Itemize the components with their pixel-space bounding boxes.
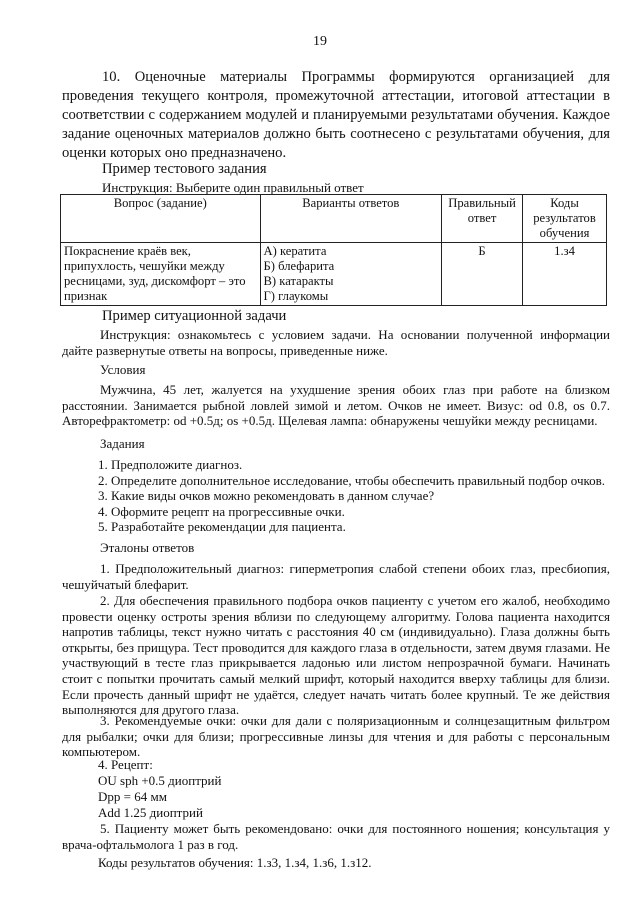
option-a: А) кератита [263, 244, 327, 258]
task-item: 5. Разработайте рекомендации для пациента. [98, 519, 346, 535]
task-item: 3. Какие виды очков можно рекомендовать в данном случае? [98, 488, 435, 504]
tasks-label: Задания [100, 436, 145, 451]
answer-5: 5. Пациенту может быть рекомендовано: очки для постоянного ношения; консультация у врача-офтальмолога 1 раз в год. [62, 821, 610, 852]
conditions-label: Условия [100, 362, 146, 377]
intro-text: 10. Оценочные материалы Программы формируются организацией для проведения текущего контроля, промежуточной аттестации, итоговой аттестации в соответствии с содержанием модулей и планируемыми результатами обучения. Каждое задание оценочных материалов должно быть соотнесено с результатами обучения, для оценки которых оно предназначено. [62, 69, 610, 161]
tasks-list [98, 457, 605, 535]
question-cell: Покраснение краёв век, припухлость, чешуйки между ресницами, зуд, дискомфорт – это признак [61, 243, 261, 306]
situational-title: Пример ситуационной задачи [102, 308, 287, 324]
test-instruction: Инструкция: Выберите один правильный ответ [102, 180, 364, 195]
option-d: Г) глаукомы [263, 289, 329, 303]
test-example-title: Пример тестового задания [102, 161, 267, 177]
answer-3: 3. Рекомендуемые очки: очки для дали с поляризационным и солнцезащитным фильтром для рыбалки; очки для близи; прогрессивные линзы для чтения и для работы с персональным компьютером. [62, 713, 610, 760]
answers-label: Эталоны ответов [100, 540, 195, 555]
codes-line: Коды результатов обучения: 1.з3, 1.з4, 1.з6, 1.з12. [98, 855, 372, 870]
task-item: 1. Предположите диагноз. [98, 457, 243, 472]
test-table [60, 194, 607, 306]
conditions-text: Мужчина, 45 лет, жалуется на ухудшение зрения обоих глаз при работе на близком расстоянии. Занимается рыбной ловлей зимой и летом. Очков не имеет. Визус: od 0.8, os 0.7. Авторефрактометр: od +0.5д; os +0.5д. Щелевая лампа: обнаружены чешуйки между ресницами. [62, 382, 610, 429]
prescription-line: Add 1.25 диоптрий [98, 805, 203, 820]
header-question: Вопрос (задание) [61, 195, 261, 243]
header-codes: Коды результатов обучения [523, 195, 607, 243]
intro-paragraph [62, 68, 610, 163]
header-options: Варианты ответов [260, 195, 442, 243]
option-b: Б) блефарита [263, 259, 335, 273]
test-table-header-row [61, 195, 607, 243]
page-number: 19 [313, 34, 327, 49]
answer-1: 1. Предположительный диагноз: гиперметропия слабой степени обоих глаз, пресбиопия, чешуйчатый блефарит. [62, 561, 610, 592]
test-table-row [61, 243, 607, 306]
task-item: 4. Оформите рецепт на прогрессивные очки. [98, 503, 345, 519]
answer-2: 2. Для обеспечения правильного подбора очков пациенту с учетом его жалоб, необходимо провести оценку остроты зрения вблизи по следующему алгоритму. Голова пациента находится напротив таблицы, текст нужно читать с расстояния 40 см (индивидуально). Глаза должны быть открыты, без прищура. Тест проводится для каждого глаза в отдельности, затем двумя глазами. Не участвующий в тесте глаз прикрывается ладонью или листом непрозрачной бумаги. Начинать стоит с попытки прочитать самый мелкий шрифт, который находится вверху таблицы для близи. Если прочесть данный шрифт не удаётся, следует начать читать более крупный. Те же действия выполняются для другого глаза. [62, 593, 610, 718]
situational-instruction: Инструкция: ознакомьтесь с условием задачи. На основании полученной информации дайте развернутые ответы на вопросы, приведенные ниже. [62, 327, 610, 358]
code-cell: 1.з4 [523, 243, 607, 306]
prescription-line: Dpp = 64 мм [98, 789, 167, 804]
header-correct: Правильный ответ [442, 195, 523, 243]
task-item: 2. Определите дополнительное исследование, чтобы обеспечить правильный подбор очков. [98, 472, 606, 488]
answer-4-title: 4. Рецепт: [98, 757, 153, 772]
options-cell [260, 243, 442, 306]
correct-answer-cell: Б [442, 243, 523, 306]
option-c: В) катаракты [263, 274, 334, 288]
prescription-line: OU sph +0.5 диоптрий [98, 773, 222, 788]
